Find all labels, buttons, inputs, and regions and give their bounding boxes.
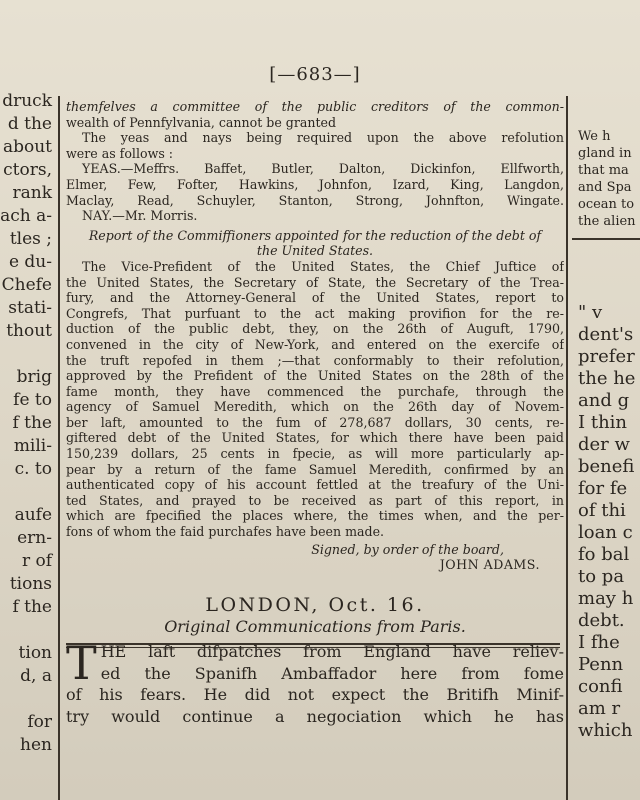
yeas-line: Maclay, Read, Schuyler, Stanton, Strong, Johnfton, Wingate. <box>66 192 564 208</box>
london-subhead: Original Communications from Paris. <box>164 617 466 637</box>
fragment-line: dent's <box>578 324 634 345</box>
london-paragraph <box>66 636 564 727</box>
text-line: were as follows : <box>66 145 174 161</box>
fragment-line: ern- <box>17 528 52 548</box>
text-line: fons of whom the faid purchafes have been made. <box>66 524 385 540</box>
fragment-line: fe to <box>13 390 52 410</box>
drop-cap: T <box>66 636 97 691</box>
fragment-line: for <box>27 712 52 732</box>
fragment-line: " v <box>578 302 603 323</box>
fragment-line <box>0 481 56 504</box>
text-line: The Vice-Prefident of the United States, the Chief Juftice of <box>82 258 564 274</box>
text-line: agency of Samuel Meredith, which on the 26th day of Novem- <box>66 399 564 415</box>
text-line: pear by a return of the fame Samuel Meredith, confirmed by an <box>66 461 564 477</box>
fragment-line: d, a <box>20 666 52 686</box>
fragment-line: stati- <box>8 298 52 318</box>
fragment-line: tions <box>9 574 52 594</box>
text-line: Congrefs, That purfuant to the act making provifion for the re- <box>66 305 564 321</box>
fragment-line: ctors, <box>3 160 52 180</box>
fragment-line: e du- <box>8 252 52 272</box>
fragment-line: to pa <box>578 566 625 587</box>
column-rule-left <box>58 96 60 800</box>
fragment-line: aufe <box>14 505 52 525</box>
fragment-line: confi <box>578 676 623 697</box>
right-column-fragment <box>574 128 640 800</box>
fragment-line: Chefe <box>1 275 52 295</box>
fragment-line: hen <box>20 735 52 755</box>
report-paragraph <box>66 259 564 540</box>
text-line: the truft repofed in them ;—that conformably to their refolution, <box>66 352 564 368</box>
fragment-line: f the <box>12 413 52 433</box>
fragment-line: brig <box>16 367 52 387</box>
fragment-line: tles ; <box>9 229 52 249</box>
fragment-line: loan c <box>578 522 633 543</box>
left-column-fragment <box>0 90 56 800</box>
fragment-line: tion <box>18 643 52 663</box>
text-line: ted States, and prayed to be received as part of this report, in <box>66 492 564 508</box>
fragment-line: may h <box>578 588 634 609</box>
fragment-line: d the <box>7 114 52 134</box>
text-line: convened in the city of New-York, and entered on the exercife of <box>66 336 564 352</box>
fragment-line: c. to <box>14 459 52 479</box>
text-line: of his fears. He did not expect the Britifh Minif- <box>66 685 564 705</box>
fragment-line: prefer <box>578 346 635 367</box>
fragment-line: druck <box>2 91 52 111</box>
report-title-line: Report of the Commiffioners appointed for the reduction of the debt of <box>88 227 542 243</box>
fragment-line: which <box>578 720 633 741</box>
fragment-line: about <box>2 137 52 157</box>
text-line: wealth of Pennfylvania, cannot be granted <box>66 114 337 130</box>
fragment-line: gland in <box>578 146 632 161</box>
fragment-line: fo bal <box>578 544 630 565</box>
text-line: HE laft difpatches from England have reliev- <box>100 642 564 662</box>
fragment-line: for fe <box>578 478 628 499</box>
fragment-line: r of <box>21 551 52 571</box>
fragment-line: that ma <box>578 163 629 178</box>
text-line: 150,239 dollars, 25 cents in fpecie, as will more particularly ap- <box>66 446 564 462</box>
fragment-line: am r <box>578 698 621 719</box>
fragment-line: the he <box>578 368 636 389</box>
column-rule-right <box>566 96 568 800</box>
fragment-line: and Spa <box>578 180 632 195</box>
fragment-line: I thin <box>578 412 628 433</box>
text-line: themfelves a committee of the public creditors of the common- <box>66 99 564 114</box>
yeas-line: Elmer, Few, Fofter, Hawkins, Johnfon, Izard, King, Langdon, <box>66 176 564 192</box>
text-line: approved by the Prefident of the United States on the 28th of the <box>66 368 564 384</box>
fragment-line: ocean to <box>578 197 635 212</box>
fragment-line: mili- <box>13 436 52 456</box>
fragment-line: debt. <box>578 610 625 631</box>
signed-line: Signed, by order of the board, <box>311 541 504 557</box>
text-line: duction of the public debt, they, on the 26th of Auguft, 1790, <box>66 321 564 337</box>
text-line: fame month, they have commenced the purchafe, through the <box>66 383 564 399</box>
text-line: try would continue a negociation which he has <box>66 706 564 726</box>
fragment-line: benefi <box>578 456 635 477</box>
fragment-line: rank <box>12 183 52 203</box>
yeas-line: YEAS.—Meffrs. Baffet, Butler, Dalton, Dickinfon, Ellfworth, <box>82 161 564 177</box>
text-line: ed the Spanifh Ambaffador here from fome <box>100 663 564 683</box>
text-line: which are fpecified the places where, the times when, and the per- <box>66 508 564 524</box>
fragment-line <box>0 343 56 366</box>
fragment-line: f the <box>12 597 52 617</box>
yeas-nays-paragraph <box>66 130 564 224</box>
report-title-line: the United States. <box>256 243 374 259</box>
fragment-line: Penn <box>578 654 624 675</box>
fragment-line <box>0 688 56 711</box>
fragment-line: the alien <box>578 214 636 229</box>
fragment-line: I fhe <box>578 632 620 653</box>
fragment-line: ach a- <box>0 206 52 226</box>
text-line: giftered debt of the United States, for which there have been paid <box>66 430 564 446</box>
text-line: The yeas and nays being required upon the above refolution <box>82 130 564 146</box>
nay-line: NAY.—Mr. Morris. <box>82 208 198 224</box>
signer-name: JOHN ADAMS. <box>439 557 540 573</box>
fragment-line: thout <box>6 321 52 341</box>
text-line: the United States, the Secretary of State, the Secretary of the Trea- <box>66 274 564 290</box>
london-dateline: LONDON, Oct. 16. <box>205 594 425 617</box>
text-line: authenticated copy of his account fettled at the treafury of the Uni- <box>66 477 564 493</box>
text-line: ber laft, amounted to the fum of 278,687 dollars, 30 cents, re- <box>66 414 564 430</box>
fragment-line: and g <box>578 390 630 411</box>
text-line: fury, and the Attorney-General of the United States, report to <box>66 290 564 306</box>
opening-paragraph <box>66 99 564 130</box>
report-title <box>66 228 564 259</box>
fragment-line: der w <box>578 434 630 455</box>
page-number: [—683—] <box>269 64 361 85</box>
fragment-line <box>0 619 56 642</box>
fragment-line: of thi <box>578 500 626 521</box>
fragment-line: We h <box>578 129 611 144</box>
main-column <box>66 64 564 800</box>
